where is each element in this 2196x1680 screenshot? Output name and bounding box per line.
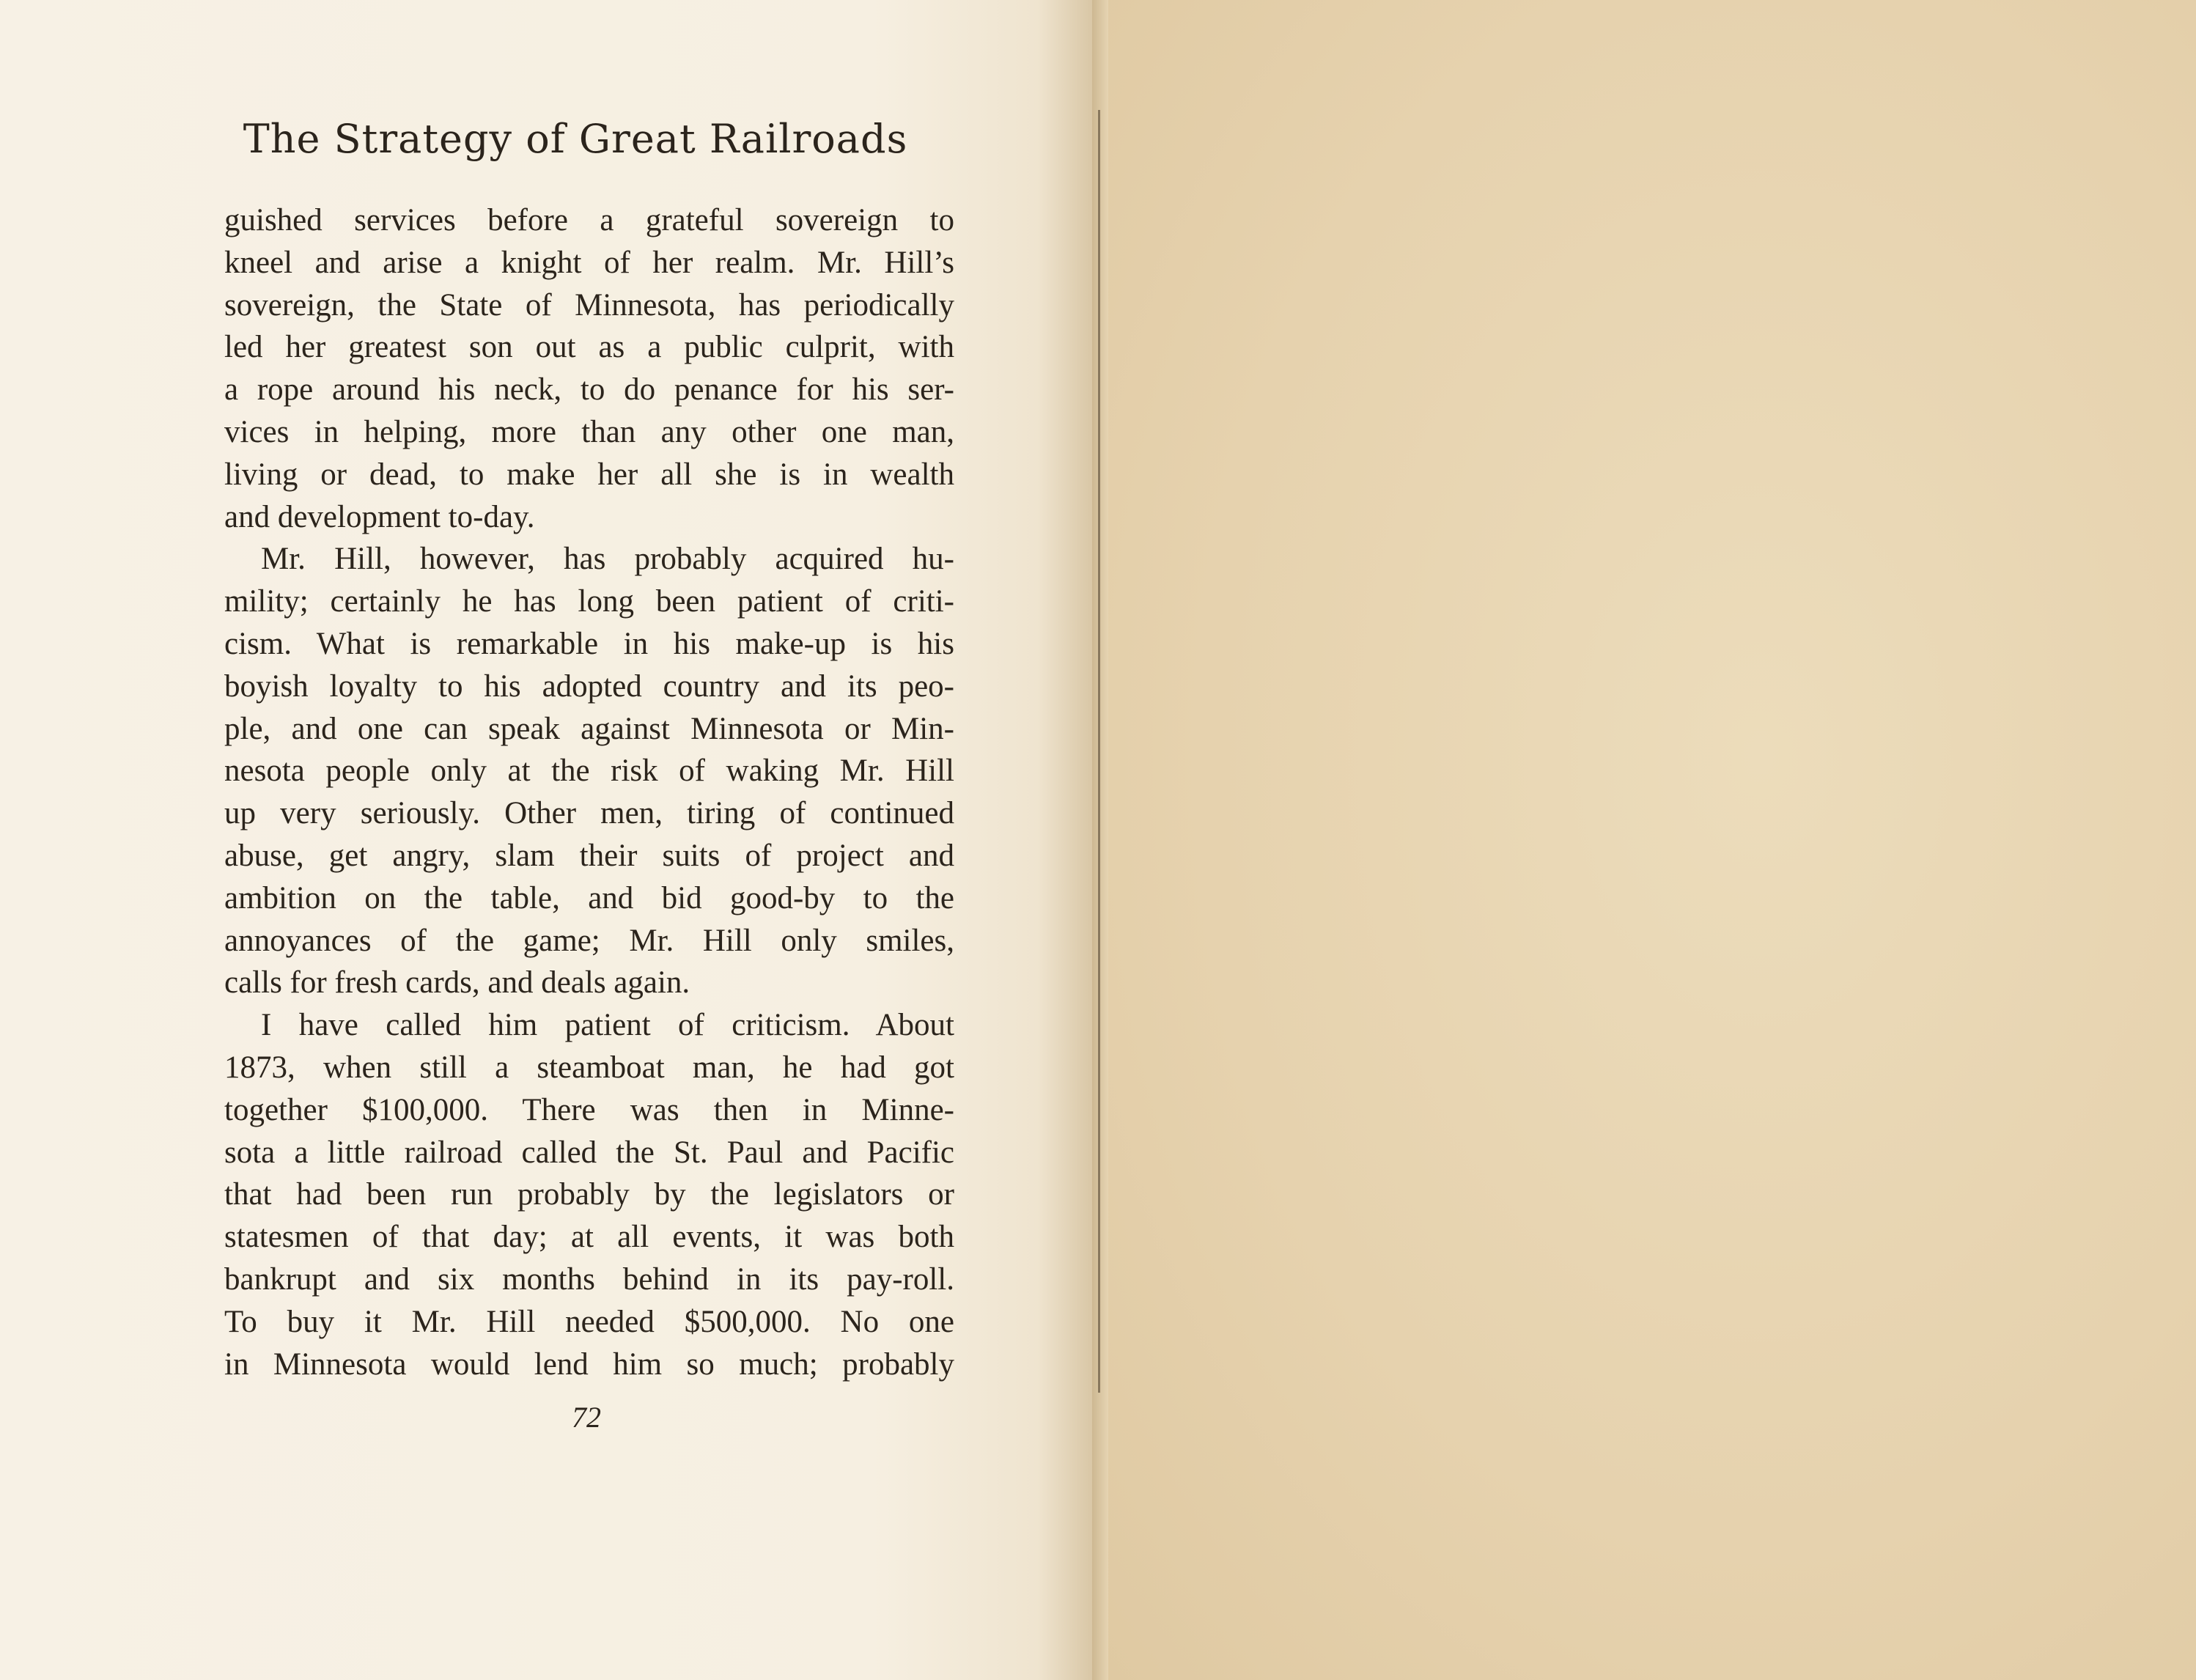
gutter xyxy=(1092,0,1108,1680)
text-line: I have called him patient of criticism. About xyxy=(261,1008,954,1043)
text-line: statesmen of that day; at all events, it was both xyxy=(224,1220,954,1255)
text-line: that had been run probably by the legislators or xyxy=(224,1177,954,1212)
text-line: led her greatest son out as a public culprit, with xyxy=(224,330,954,365)
text-line: living or dead, to make her all she is in wealth xyxy=(224,457,954,492)
page-number: 72 xyxy=(572,1401,601,1434)
text-line: and development to-day. xyxy=(224,499,535,534)
text-line: together $100,000. There was then in Minne- xyxy=(224,1092,954,1127)
text-line: ple, and one can speak against Minnesota or Min- xyxy=(224,711,954,746)
text-line: a rope around his neck, to do penance for his ser- xyxy=(224,372,954,408)
text-line: guished services before a grateful sovereign to xyxy=(224,203,954,237)
binding-edge xyxy=(1098,110,1100,1393)
text-line: in Minnesota would lend him so much; probably xyxy=(224,1346,954,1382)
text-line: calls for fresh cards, and deals again. xyxy=(224,965,690,1001)
text-line: vices in helping, more than any other one man, xyxy=(224,414,954,449)
text-line: up very seriously. Other men, tiring of continued xyxy=(224,796,954,831)
text-line: mility; certainly he has long been patient of criti- xyxy=(224,584,954,619)
text-line: boyish loyalty to his adopted country and its peo- xyxy=(224,668,954,704)
text-line: To buy it Mr. Hill needed $500,000. No one xyxy=(224,1304,954,1339)
text-line: annoyances of the game; Mr. Hill only smiles, xyxy=(224,923,954,958)
left-page xyxy=(0,0,1092,1680)
right-page-blank xyxy=(1108,0,2196,1680)
text-line: ambition on the table, and bid good-by to the xyxy=(224,880,954,915)
running-head: The Strategy of Great Railroads xyxy=(243,116,908,162)
text-line: abuse, get angry, slam their suits of project and xyxy=(224,838,954,873)
text-line: sovereign, the State of Minnesota, has periodically xyxy=(224,287,954,323)
text-line: Mr. Hill, however, has probably acquired hu- xyxy=(261,542,954,577)
body-text xyxy=(224,199,954,1385)
text-line: nesota people only at the risk of waking Mr. Hill xyxy=(224,754,954,789)
text-line: bankrupt and six months behind in its pay-roll. xyxy=(224,1261,954,1297)
text-line: sota a little railroad called the St. Paul and Pacific xyxy=(224,1135,954,1170)
text-line: 1873, when still a steamboat man, he had got xyxy=(224,1050,954,1085)
text-line: cism. What is remarkable in his make-up is his xyxy=(224,626,954,661)
text-line: kneel and arise a knight of her realm. Mr. Hill’s xyxy=(224,245,954,280)
